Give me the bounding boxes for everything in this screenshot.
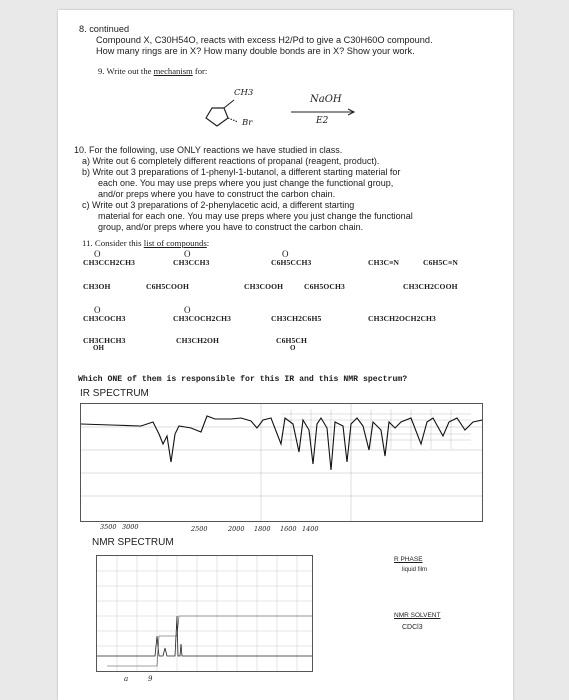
q10-b2: each one. You may use preps where you just change the functional group,	[98, 178, 394, 188]
ir-spectrum-chart	[80, 403, 483, 522]
q9-reagent: NaOH	[310, 94, 342, 105]
nmr-axis-mark-9: 9	[148, 675, 153, 683]
compound-ethyl-acetate: O CH3COCH2CH3	[173, 305, 232, 323]
compound-methanol: CH3OH	[83, 282, 111, 291]
q9-prompt: 9. Write out the mechanism for:	[98, 66, 208, 76]
ir-tick-1400: 1400	[302, 525, 319, 533]
q11-question: Which ONE of them is responsible for this IR and this NMR spectrum?	[78, 375, 408, 384]
q9-condition: E2	[316, 116, 329, 126]
ir-tick-1800: 1800	[254, 525, 271, 533]
nmr-phase-value: liquid film	[402, 567, 428, 573]
q10-c3: group, and/or preps where you have to construct the carbon chain.	[98, 222, 364, 232]
compound-methyl-acetate: O CH3COCH3	[83, 305, 126, 323]
q10-intro: 10. For the following, use ONLY reactions we have studied in class.	[74, 145, 343, 155]
nmr-phase-label: R PHASE	[394, 556, 423, 563]
compound-2-butanone: O CH3CCH2CH3	[83, 249, 136, 267]
compound-benzonitrile: C6H5C≡N	[423, 258, 458, 267]
q8-line1: Compound X, C30H54O, reacts with excess H2/Pd to give a C30H60O compound.	[96, 35, 433, 45]
compound-diethyl-ether: CH3CH2OCH2CH3	[368, 314, 436, 323]
q10-a: a) Write out 6 completely different reactions of propanal (reagent, product).	[82, 156, 380, 166]
compound-acetonitrile: CH3C≡N	[368, 258, 400, 267]
ir-tick-3500: 3500	[100, 523, 117, 531]
ir-spectrum-trace	[81, 404, 482, 521]
cyclopentane-structure-icon	[198, 84, 378, 136]
worksheet-page	[58, 10, 513, 700]
ir-title: IR SPECTRUM	[80, 388, 149, 399]
q10-c2: material for each one. You may use preps where you just change the functional	[98, 211, 413, 221]
q11-prompt: 11. Consider this list of compounds:	[82, 238, 210, 248]
ir-tick-1600: 1600	[280, 525, 297, 533]
compound-acetone: O CH3CCH3	[173, 249, 210, 267]
compound-benzoic-acid: C6H5COOH	[146, 282, 189, 291]
nmr-spectrum-trace	[97, 556, 312, 671]
compound-benzaldehyde: C6H5CH O	[276, 336, 307, 352]
q9-reaction	[198, 84, 378, 136]
q10-c1: c) Write out 3 preparations of 2-phenylacetic acid, a different starting	[82, 200, 355, 210]
q10-b1: b) Write out 3 preparations of 1-phenyl-1-butanol, a different starting material for	[82, 167, 401, 177]
compound-acetic-acid: CH3COOH	[244, 282, 284, 291]
compound-ethylbenzene: CH3CH2C6H5	[271, 314, 322, 323]
q8-title: 8. continued	[79, 24, 130, 34]
compound-propanoic-acid: CH3CH2COOH	[403, 282, 458, 291]
ir-tick-2000: 2000	[228, 525, 245, 533]
q9-substituent: CH3	[234, 88, 254, 98]
nmr-solvent-value: CDCl3	[402, 624, 423, 631]
ir-tick-2500: 2500	[191, 525, 208, 533]
nmr-title: NMR SPECTRUM	[92, 537, 174, 548]
compound-ethanol: CH3CH2OH	[176, 336, 219, 345]
q8-line2: How many rings are in X? How many double bonds are in X? Show your work.	[96, 46, 415, 56]
nmr-axis-mark-a: a	[124, 675, 129, 683]
nmr-solvent-label: NMR SOLVENT	[394, 612, 441, 619]
compound-isopropanol: CH3CHCH3 OH	[83, 336, 126, 352]
ir-tick-3000: 3000	[122, 523, 139, 531]
compound-acetophenone: O C6H5CCH3	[271, 249, 312, 267]
compound-anisole: C6H5OCH3	[304, 282, 345, 291]
q9-leaving-group: Br	[242, 118, 253, 128]
nmr-spectrum-chart	[96, 555, 313, 672]
q10-b3: and/or preps where you have to construct the carbon chain.	[98, 189, 336, 199]
